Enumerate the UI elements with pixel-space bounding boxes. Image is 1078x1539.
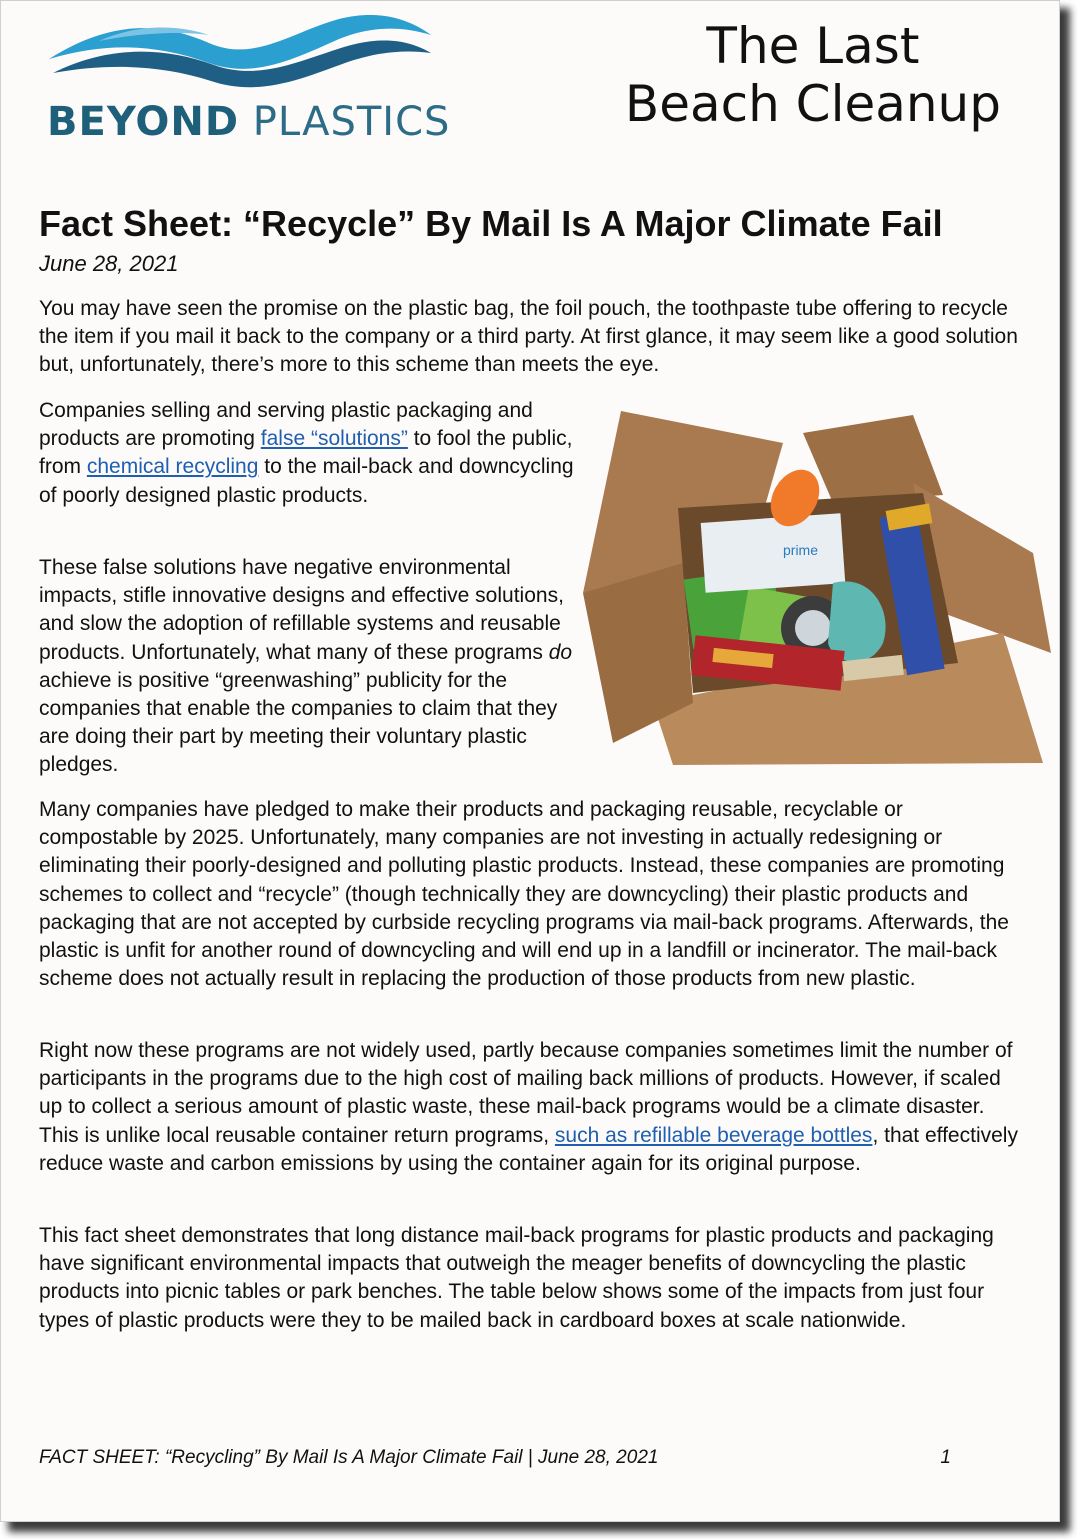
text-span: , that effectively reduce waste and carbon emissions by using the container again for its original purpose.: [39, 1123, 1018, 1175]
chemical-recycling-link[interactable]: chemical recycling: [86, 455, 259, 479]
programs-paragraph: [39, 1037, 1024, 1178]
impacts-paragraph: [39, 554, 574, 780]
partner-logo-text: [625, 17, 1001, 133]
text-span: Companies selling and serving plastic packaging and products are promoting: [39, 399, 533, 451]
beyond-plastics-logo: [39, 1, 451, 149]
page-title: Fact Sheet: “Recycle” By Mail Is A Major Climate Fail: [39, 203, 943, 244]
prime-label: prime: [783, 542, 819, 558]
partner-line-1: The Last: [706, 17, 920, 75]
pledges-paragraph: Many companies have pledged to make their products and packaging reusable, recyclable or compostable by 2025. Unfortunately, many companies are not investing in actually redesigning or eliminating their poorly-designed and polluting plastic products. Instead, these companies are promoting schemes to collect and “recycle” (though technically they are downcycling) their plastic products and packaging that are not accepted by curbside recycling programs via mail-back programs. Afterwards, the plastic is unfit for another round of downcycling and will end up in a landfill or incinerator. The mail-back scheme does not actually result in replacing the production of those products from new plastic.: [39, 798, 1009, 991]
partner-line-2: Beach Cleanup: [624, 75, 1001, 133]
logo-text: [47, 99, 450, 145]
fact-sheet-paragraph: This fact sheet demonstrates that long distance mail-back programs for plastic products and packaging have significant environmental impacts that outweigh the meager benefits of downcycling the plastic products into picnic tables or park benches. The table below shows some of the impacts from just four types of plastic products were they to be mailed back in cardboard boxes at scale nationwide.: [39, 1224, 994, 1332]
page-number: 1: [940, 1447, 951, 1468]
footer-text: FACT SHEET: “Recycling” By Mail Is A Major Climate Fail | June 28, 2021: [39, 1447, 659, 1468]
logo-text-bold: BEYOND: [47, 99, 240, 145]
text-span: These false solutions have negative environmental impacts, stifle innovative designs and effective solutions, and slow the adoption of refillable systems and reusable products. Unfortunately, what many of these programs: [39, 556, 564, 664]
cardboard-box-illustration: [583, 403, 1059, 775]
text-span: Right now these programs are not widely used, partly because companies sometimes limit the number of participants in the programs due to the high cost of mailing back millions of products. However, if scaled up to collect a serious amount of plastic waste, these mail-back programs would be a climate disaster. This is unlike local reusable container return programs,: [39, 1039, 1013, 1147]
text-span: to fool the public, from: [39, 427, 573, 479]
text-span: achieve is positive “greenwashing” publicity for the companies that enable the companies to claim that they are doing their part by meeting their voluntary plastic pledges.: [39, 668, 558, 777]
mailback-box-photo: [583, 403, 1059, 775]
page-footer: [39, 1447, 951, 1469]
refillable-bottles-link[interactable]: such as refillable beverage bottles: [554, 1123, 873, 1147]
intro-paragraph: You may have seen the promise on the plastic bag, the foil pouch, the toothpaste tube offering to recycle the item if you mail it back to the company or a third party. At first glance, it may seem like a good solution but, unfortunately, there’s more to this scheme than meets the eye.: [39, 297, 1018, 377]
false-solutions-paragraph: [39, 397, 574, 510]
false-solutions-link[interactable]: false “solutions”: [260, 427, 408, 451]
text-span: to the mail-back and downcycling of poorly designed plastic products.: [39, 455, 574, 507]
wave-logo-icon: [39, 1, 439, 101]
logo-text-light: PLASTICS: [252, 99, 451, 145]
emphasis-text: do: [548, 640, 573, 664]
publish-date: June 28, 2021: [39, 251, 179, 276]
